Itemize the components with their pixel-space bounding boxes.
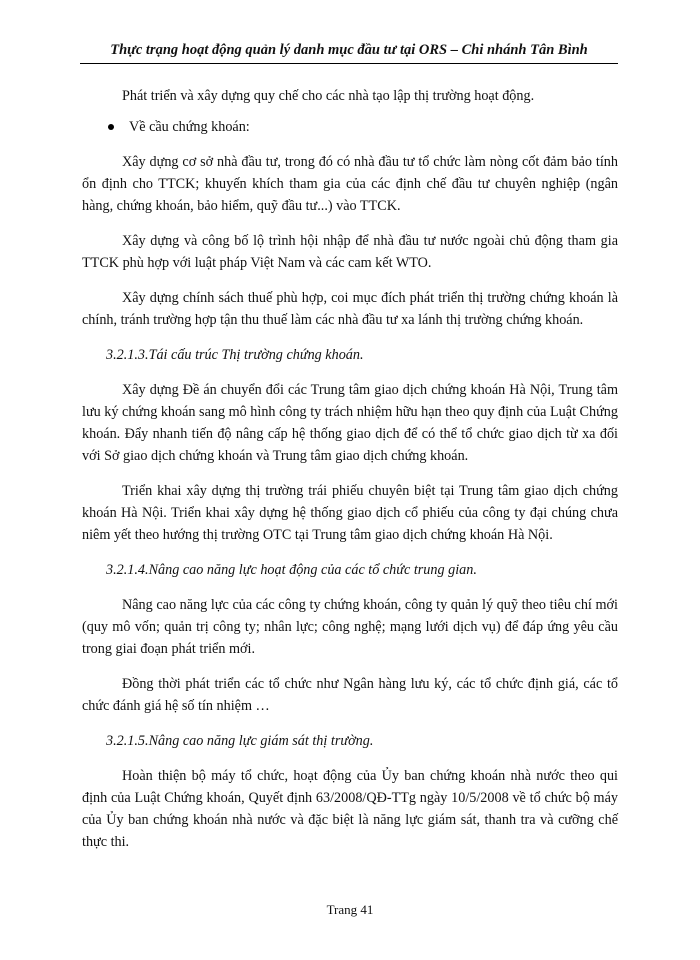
- bullet-demand-label: Về cầu chứng khoán:: [129, 119, 250, 135]
- header-rule: [80, 63, 618, 64]
- paragraph-tax-policy: Xây dựng chính sách thuế phù hợp, coi mục đích phát triển thị trường chứng khoán là chính, tránh trường hợp tận thu thuế làm các nhà đầu tư xa lánh thị trường chứng khoán.: [82, 290, 618, 328]
- page-header-title: Thực trạng hoạt động quản lý danh mục đầu tư tại ORS – Chi nhánh Tân Bình: [110, 42, 588, 58]
- paragraph-investor-base: Xây dựng cơ sở nhà đầu tư, trong đó có nhà đầu tư tổ chức làm nòng cốt đảm bảo tính ổn định cho TTCK; khuyến khích tham gia của các định chế đầu tư chuyên nghiệp (ngân hàng, chứng khoán, bảo hiểm, quỹ đầu tư...) vào TTCK.: [82, 154, 618, 214]
- section-heading-3-2-1-5: 3.2.1.5.Nâng cao năng lực giám sát thị trường.: [106, 733, 374, 749]
- paragraph-integration-roadmap: Xây dựng và công bố lộ trình hội nhập để nhà đầu tư nước ngoài chủ động tham gia TTCK phù hợp với luật pháp Việt Nam và các cam kết WTO.: [82, 233, 618, 271]
- section-heading-3-2-1-3: 3.2.1.3.Tái cấu trúc Thị trường chứng khoán.: [106, 347, 364, 363]
- page-body: [82, 85, 618, 853]
- page-number: Trang 41: [326, 902, 374, 917]
- paragraph-intermediary-capacity: Nâng cao năng lực của các công ty chứng khoán, công ty quản lý quỹ theo tiêu chí mới (quy mô vốn; quản trị công ty; nhân lực; công nghệ; mạng lưới dịch vụ) để đáp ứng yêu cầu trong giai đoạn phát triển mới.: [82, 597, 618, 657]
- bullet-dot-icon: [108, 124, 114, 130]
- bullet-demand: [82, 116, 618, 138]
- paragraph-bond-market: Triển khai xây dựng thị trường trái phiếu chuyên biệt tại Trung tâm giao dịch chứng khoán Hà Nội. Triển khai xây dựng hệ thống giao dịch cổ phiếu của công ty đại chúng chưa niêm yết theo hướng thị trường OTC tại Trung tâm giao dịch chứng khoán Hà Nội.: [82, 483, 618, 543]
- paragraph-restructure-centers: Xây dựng Đề án chuyển đổi các Trung tâm giao dịch chứng khoán Hà Nội, Trung tâm lưu ký chứng khoán sang mô hình công ty trách nhiệm hữu hạn theo quy định của Luật Chứng khoán. Đẩy nhanh tiến độ nâng cấp hệ thống giao dịch để có thể tổ chức giao dịch từ xa đối với Sở giao dịch chứng khoán và Trung tâm giao dịch chứng khoán.: [82, 382, 618, 464]
- paragraph-market-makers: Phát triển và xây dựng quy chế cho các nhà tạo lập thị trường hoạt động.: [122, 88, 535, 104]
- section-heading-3-2-1-4: 3.2.1.4.Nâng cao năng lực hoạt động của các tổ chức trung gian.: [106, 562, 477, 578]
- paragraph-supervision: Hoàn thiện bộ máy tổ chức, hoạt động của Ủy ban chứng khoán nhà nước theo qui định của Luật Chứng khoán, Quyết định 63/2008/QĐ-TTg ngày 10/5/2008 về tổ chức bộ máy của Ủy ban chứng khoán nhà nước và đặc biệt là năng lực giám sát, thanh tra và cưỡng chế thực thi.: [82, 768, 618, 850]
- paragraph-custodian-rating: Đồng thời phát triển các tổ chức như Ngân hàng lưu ký, các tổ chức định giá, các tổ chức đánh giá hệ số tín nhiệm …: [82, 676, 618, 714]
